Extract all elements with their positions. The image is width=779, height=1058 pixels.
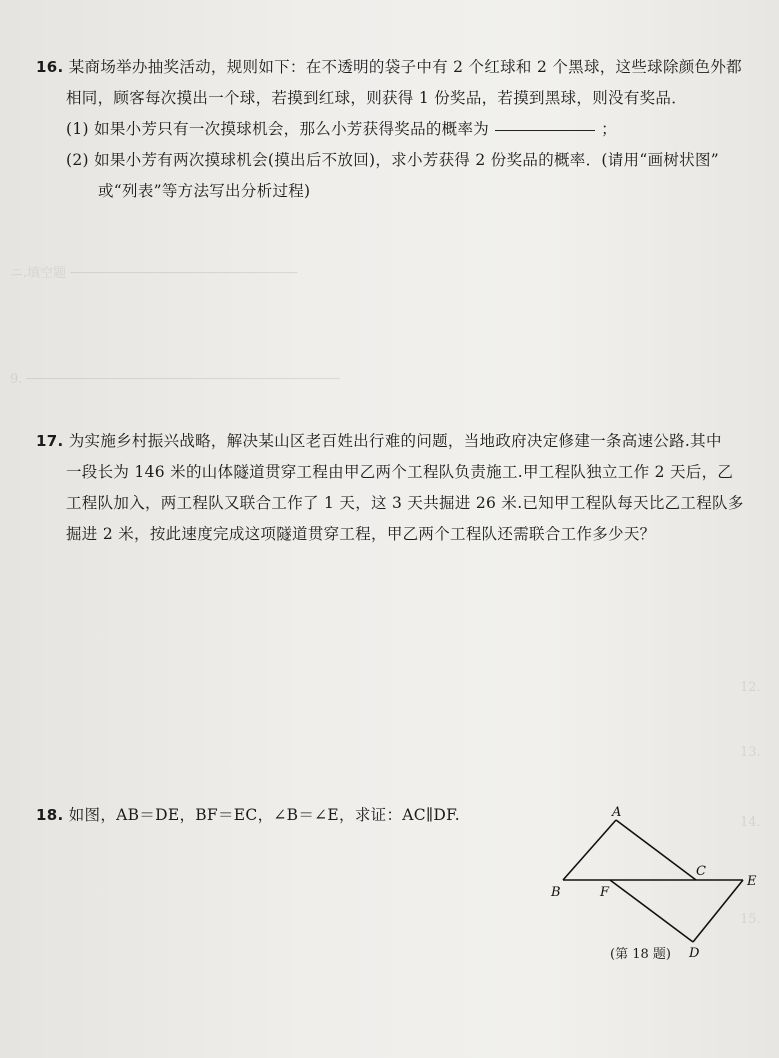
question-17-line1: 为实施乡村振兴战略，解决某山区老百姓出行难的问题，当地政府决定修建一条高速公路.其中 — [68, 432, 722, 450]
question-18-text: 如图，AB＝DE，BF＝EC，∠B＝∠E，求证：AC∥DF. — [68, 806, 460, 824]
question-17-line4: 掘进 2 米，按此速度完成这项隧道贯穿工程，甲乙两个工程队还需联合工作多少天？ — [66, 525, 656, 543]
label-C: C — [696, 864, 706, 879]
question-16-part2-line2: 或“列表”等方法写出分析过程) — [98, 182, 311, 200]
question-17-line2: 一段长为 146 米的山体隧道贯穿工程由甲乙两个工程队负责施工.甲工程队独立工作 2 天后，乙 — [66, 463, 734, 481]
q18-geometry-figure — [548, 805, 778, 990]
question-16-stem — [36, 52, 761, 83]
question-16-text-line1: 某商场举办抽奖活动，规则如下：在不透明的袋子中有 2 个红球和 2 个黑球，这些球除颜色外都 — [68, 58, 742, 76]
question-number: 17. — [36, 432, 64, 450]
question-number: 16. — [36, 58, 64, 76]
question-number: 18. — [36, 806, 64, 824]
segment-AB — [563, 820, 616, 880]
label-E: E — [747, 874, 757, 889]
bleed-through-decoration: 13. — [740, 745, 761, 760]
question-17-line3: 工程队加入，两工程队又联合工作了 1 天，这 3 天共掘进 26 米.已知甲工程队每天比乙工程队多 — [66, 494, 744, 512]
part1-text: (1) 如果小芳只有一次摸球机会，那么小芳获得奖品的概率为 — [66, 120, 490, 138]
segment-FD — [610, 880, 693, 942]
segment-ED — [693, 880, 743, 942]
figure-caption: (第 18 题) — [610, 947, 671, 962]
question-17 — [36, 426, 761, 550]
label-A: A — [612, 805, 622, 820]
question-16-text-line2: 相同，顾客每次摸出一个球，若摸到红球，则获得 1 份奖品，若摸到黑球，则没有奖品． — [66, 89, 688, 107]
question-16-part1 — [36, 114, 761, 145]
question-16-part2-line1: (2) 如果小芳有两次摸球机会(摸出后不放回)，求小芳获得 2 份奖品的概率．(请用“画树状图” — [66, 151, 719, 169]
question-17-stem — [36, 426, 761, 457]
label-D: D — [689, 946, 700, 961]
bleed-through-decoration: 9. ──────────────────────────────────────── — [10, 372, 340, 387]
segment-AC — [616, 820, 696, 880]
bleed-through-decoration: 12. — [740, 680, 761, 695]
answer-blank[interactable] — [495, 129, 595, 131]
question-16 — [36, 52, 761, 207]
bleed-through-decoration: 14. — [740, 815, 761, 830]
label-B: B — [551, 885, 561, 900]
bleed-through-decoration: ニ.填空题 ───────────────────────────── — [10, 266, 298, 281]
label-F: F — [600, 885, 610, 900]
part1-end: ； — [601, 120, 617, 138]
bleed-through-decoration: 15. — [740, 912, 761, 927]
